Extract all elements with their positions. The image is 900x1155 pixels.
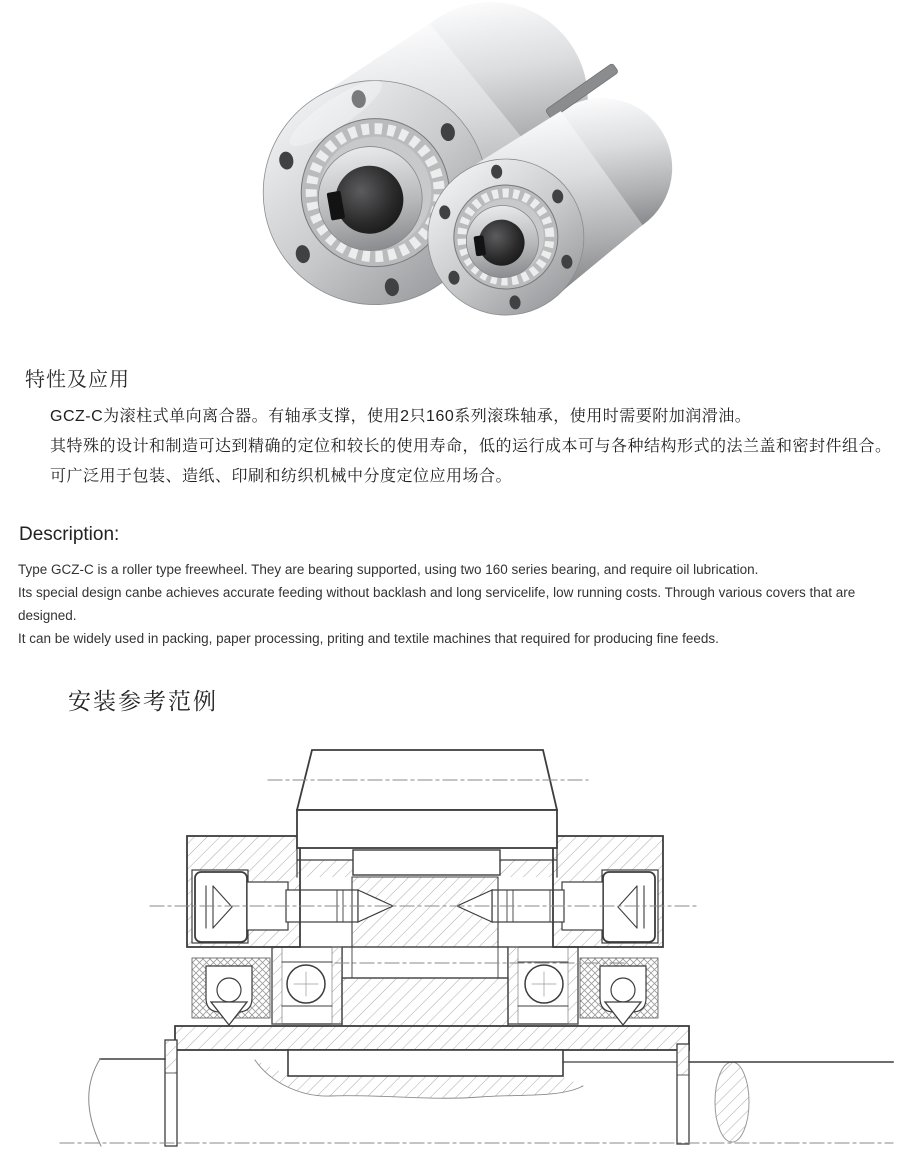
ball-bearing-right <box>508 947 578 1024</box>
shaft-breakout-section <box>715 1062 749 1142</box>
features-line: 可广泛用于包装、造纸、印刷和纺织机械中分度定位应用场合。 <box>50 468 513 485</box>
ball-bearing-left <box>272 947 342 1024</box>
product-photo <box>230 0 680 345</box>
installation-heading: 安装参考范例 <box>68 688 218 714</box>
installation-drawing <box>0 725 900 1155</box>
features-line: GCZ-C为滚柱式单向离合器。有轴承支撑，使用2只160系列滚珠轴承，使用时需要附加润滑油。 <box>50 408 752 425</box>
description-line: It can be widely used in packing, paper processing, priting and textile machines that required for producing fine feeds. <box>18 631 719 646</box>
gear-key <box>353 850 500 875</box>
description-line: designed. <box>18 608 77 623</box>
drawing-root <box>60 750 893 1146</box>
driven-gear-blank <box>297 750 557 875</box>
description-line: Type GCZ-C is a roller type freewheel. They are bearing supported, using two 160 series bearing, and require oil lubrication. <box>18 562 759 577</box>
description-line: Its special design canbe achieves accurate feeding without backlash and long servicelife, low running costs. Through various covers that are <box>18 585 856 600</box>
break-line-left <box>89 1059 101 1146</box>
features-line: 其特殊的设计和制造可达到精确的定位和较长的使用寿命，低的运行成本可与各种结构形式的法兰盖和密封件组合。 <box>50 438 892 455</box>
shaft-key <box>288 1050 563 1076</box>
features-heading: 特性及应用 <box>25 369 130 391</box>
description-heading: Description: <box>19 524 120 545</box>
